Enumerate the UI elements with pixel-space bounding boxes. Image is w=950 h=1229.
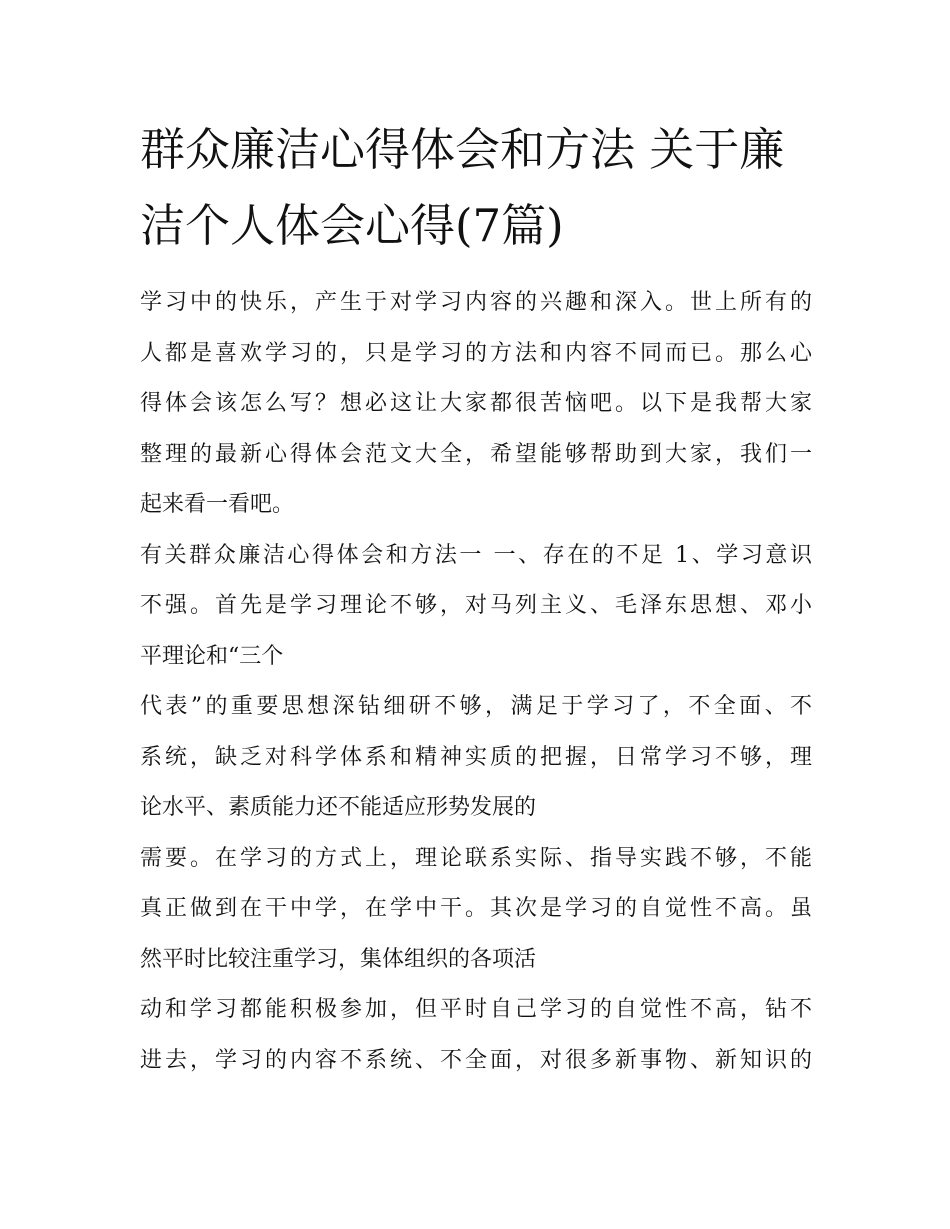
body-line: 系统，缺乏对科学体系和精神实质的把握，日常学习不够，理	[140, 744, 812, 770]
document-body	[140, 278, 812, 1086]
body-line: 得体会该怎么写？想必这让大家都很苦恼吧。以下是我帮大家	[140, 391, 812, 416]
document-title: 群众廉洁心得体会和方法 关于廉洁个人体会心得(7篇)	[140, 123, 785, 252]
body-line: 代表”的重要思想深钻细研不够，满足于学习了，不全面、不	[140, 694, 812, 719]
body-line: 动和学习都能积极参加，但平时自己学习的自觉性不高，钻不	[140, 997, 812, 1022]
body-line: 学习中的快乐，产生于对学习内容的兴趣和深入。世上所有的	[140, 290, 812, 315]
document-page	[140, 112, 812, 1086]
body-line: 不强。首先是学习理论不够，对马列主义、毛泽东思想、邓小	[140, 593, 812, 618]
body-line: 人都是喜欢学习的，只是学习的方法和内容不同而已。那么心	[140, 340, 812, 366]
body-line: 论水平、素质能力还不能适应形势发展的	[140, 795, 537, 820]
body-line: 整理的最新心得体会范文大全，希望能够帮助到大家，我们一	[140, 441, 812, 467]
body-line: 进去，学习的内容不系统、不全面，对很多新事物、新知识的	[140, 1047, 812, 1073]
body-line: 起来看一看吧。	[140, 492, 295, 517]
body-line: 需要。在学习的方式上，理论联系实际、指导实践不够，不能	[140, 845, 812, 871]
body-line: 真正做到在干中学，在学中干。其次是学习的自觉性不高。虽	[140, 896, 812, 921]
body-line: 然平时比较注重学习，集体组织的各项活	[140, 946, 537, 972]
body-line: 有关群众廉洁心得体会和方法一 一、存在的不足 1、学习意识	[140, 542, 812, 568]
body-line: 平理论和“三个	[140, 643, 284, 669]
